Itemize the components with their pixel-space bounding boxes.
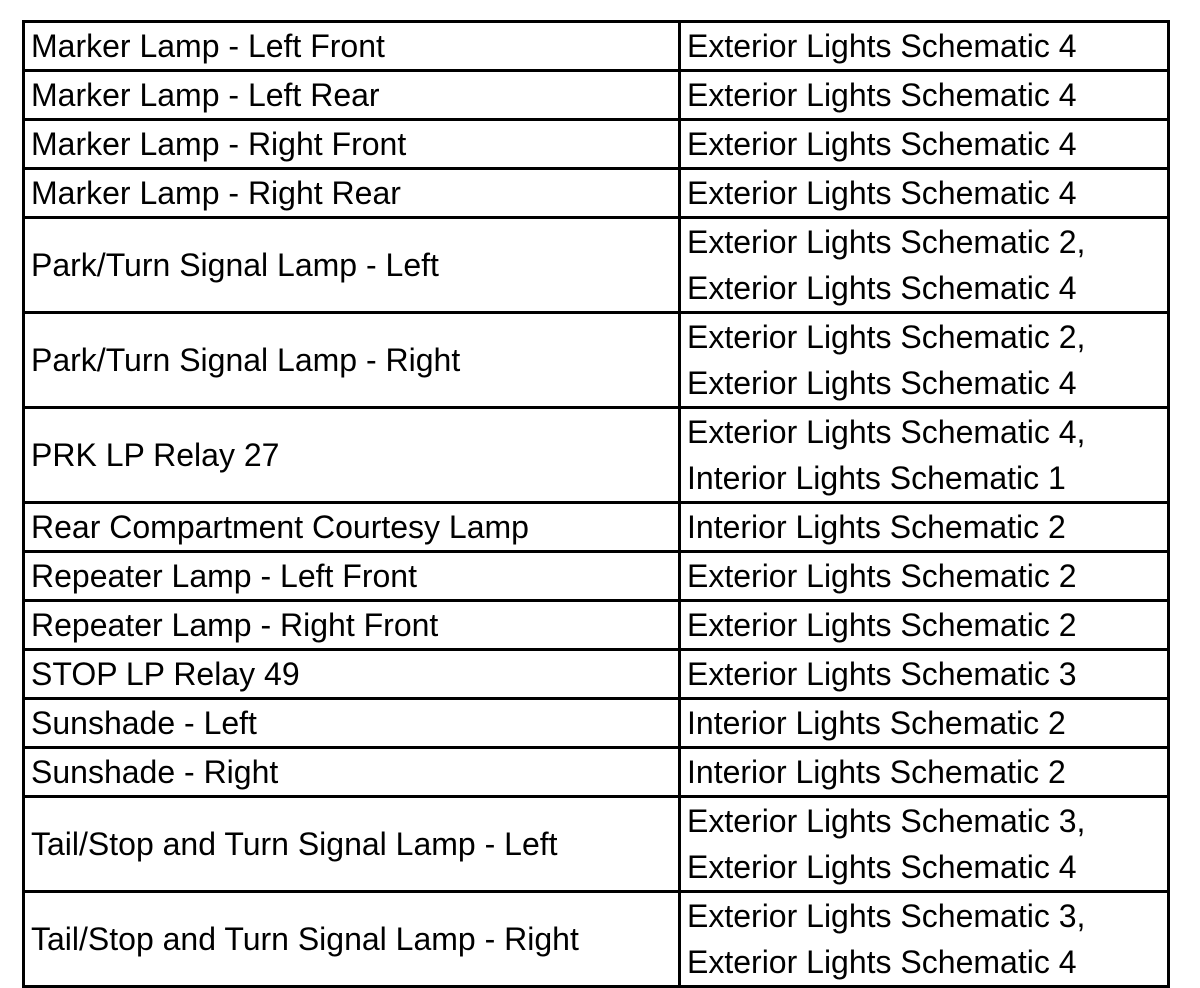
component-name: Park/Turn Signal Lamp - Right [31, 342, 461, 378]
component-name: Park/Turn Signal Lamp - Left [31, 247, 439, 283]
component-cell [24, 218, 680, 313]
component-name: Tail/Stop and Turn Signal Lamp - Left [31, 826, 558, 862]
component-cell [24, 71, 680, 120]
component-cell [24, 650, 680, 699]
schematic-reference: Exterior Lights Schematic 2 [687, 558, 1077, 594]
schematic-reference: Exterior Lights Schematic 2, [687, 319, 1086, 355]
component-cell [24, 699, 680, 748]
component-cell [24, 797, 680, 892]
schematic-reference: Exterior Lights Schematic 2, [687, 224, 1086, 260]
component-name: Repeater Lamp - Left Front [31, 558, 417, 594]
schematic-reference: Exterior Lights Schematic 4 [687, 944, 1077, 980]
component-name: Sunshade - Right [31, 754, 279, 790]
schematic-reference: Exterior Lights Schematic 4 [687, 849, 1077, 885]
schematic-reference: Exterior Lights Schematic 3, [687, 803, 1086, 839]
table-body [24, 22, 1169, 987]
table-row [24, 699, 1169, 748]
component-index-table-container [22, 20, 1167, 988]
schematic-cell [680, 218, 1169, 313]
component-name: STOP LP Relay 49 [31, 656, 300, 692]
component-cell [24, 503, 680, 552]
schematic-reference: Exterior Lights Schematic 3, [687, 898, 1086, 934]
component-name: PRK LP Relay 27 [31, 437, 280, 473]
table-row [24, 71, 1169, 120]
schematic-cell [680, 313, 1169, 408]
table-row [24, 218, 1169, 313]
component-index-table [22, 20, 1170, 988]
table-row [24, 22, 1169, 71]
schematic-cell [680, 601, 1169, 650]
schematic-reference: Exterior Lights Schematic 4 [687, 270, 1077, 306]
table-row [24, 797, 1169, 892]
schematic-reference: Interior Lights Schematic 2 [687, 705, 1066, 741]
schematic-cell [680, 503, 1169, 552]
table-row [24, 169, 1169, 218]
schematic-reference: Exterior Lights Schematic 4, [687, 414, 1086, 450]
component-cell [24, 892, 680, 987]
component-name: Marker Lamp - Left Front [31, 28, 385, 64]
table-row [24, 503, 1169, 552]
component-cell [24, 552, 680, 601]
component-cell [24, 22, 680, 71]
schematic-cell [680, 748, 1169, 797]
component-cell [24, 601, 680, 650]
schematic-reference: Exterior Lights Schematic 4 [687, 77, 1077, 113]
schematic-cell [680, 650, 1169, 699]
schematic-cell [680, 120, 1169, 169]
schematic-reference: Interior Lights Schematic 2 [687, 754, 1066, 790]
component-name: Marker Lamp - Left Rear [31, 77, 380, 113]
table-row [24, 748, 1169, 797]
component-cell [24, 169, 680, 218]
schematic-cell [680, 699, 1169, 748]
component-name: Marker Lamp - Right Rear [31, 175, 401, 211]
component-name: Marker Lamp - Right Front [31, 126, 407, 162]
schematic-reference: Interior Lights Schematic 2 [687, 509, 1066, 545]
schematic-reference: Exterior Lights Schematic 4 [687, 126, 1077, 162]
component-cell [24, 120, 680, 169]
schematic-reference: Exterior Lights Schematic 4 [687, 365, 1077, 401]
component-name: Sunshade - Left [31, 705, 257, 741]
schematic-cell [680, 22, 1169, 71]
schematic-cell [680, 169, 1169, 218]
table-row [24, 120, 1169, 169]
table-row [24, 650, 1169, 699]
schematic-cell [680, 797, 1169, 892]
schematic-reference: Exterior Lights Schematic 4 [687, 175, 1077, 211]
component-cell [24, 748, 680, 797]
schematic-cell [680, 552, 1169, 601]
table-row [24, 601, 1169, 650]
schematic-reference: Exterior Lights Schematic 4 [687, 28, 1077, 64]
schematic-cell [680, 408, 1169, 503]
schematic-cell [680, 71, 1169, 120]
schematic-reference: Interior Lights Schematic 1 [687, 460, 1066, 496]
schematic-reference: Exterior Lights Schematic 2 [687, 607, 1077, 643]
component-name: Tail/Stop and Turn Signal Lamp - Right [31, 921, 579, 957]
schematic-reference: Exterior Lights Schematic 3 [687, 656, 1077, 692]
table-row [24, 408, 1169, 503]
component-cell [24, 313, 680, 408]
schematic-cell [680, 892, 1169, 987]
component-name: Rear Compartment Courtesy Lamp [31, 509, 529, 545]
table-row [24, 892, 1169, 987]
component-cell [24, 408, 680, 503]
table-row [24, 552, 1169, 601]
component-name: Repeater Lamp - Right Front [31, 607, 439, 643]
table-row [24, 313, 1169, 408]
